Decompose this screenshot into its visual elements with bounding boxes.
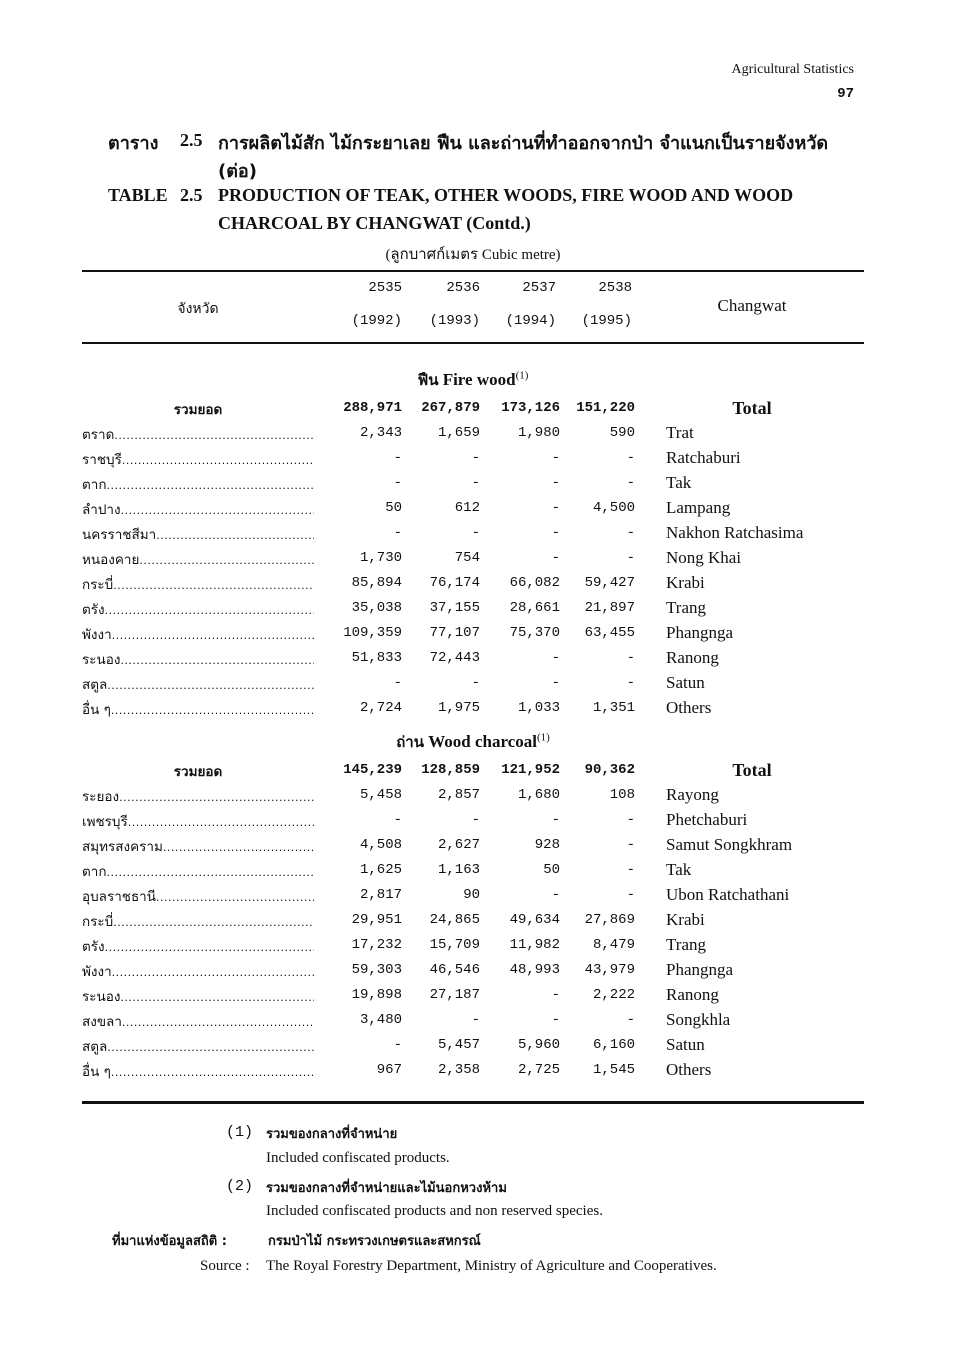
value-cell: - [551,650,560,666]
value-cell: - [551,987,560,1003]
value-cell: - [626,550,635,566]
table-row [82,935,864,960]
changwat-en: Rayong [666,785,719,804]
changwat-en: Satun [666,673,705,692]
value-cell: - [626,650,635,666]
changwat-thai: ระยอง ..... [82,785,314,807]
changwat-thai: หนองคาย ..... [82,548,314,570]
publication-name: Agricultural Statistics [731,62,854,77]
value-cell: 928 [534,837,560,853]
changwat-thai: ราชบุรี ..... [82,448,314,470]
value-cell: - [471,812,480,828]
header-year-ce: (1995) [581,313,632,329]
value-cell: 4,508 [359,837,402,853]
source-en-text: The Royal Forestry Department, Ministry of Agriculture and Cooperatives. [266,1258,717,1274]
changwat-en: Phetchaburi [666,810,748,829]
value-cell: 2,222 [592,987,635,1003]
value-cell: 267,879 [421,400,480,416]
table-row [82,623,864,648]
value-cell: 173,126 [501,400,560,416]
value-cell: 1,680 [517,787,560,803]
value-cell: 3,480 [359,1012,402,1028]
value-cell: 5,457 [437,1037,480,1053]
value-cell: 612 [454,500,480,516]
value-cell: - [626,837,635,853]
value-cell: - [393,475,402,491]
value-cell: 50 [543,862,560,878]
source-thai-label: ที่มาแห่งข้อมูลสถิติ : [112,1234,227,1249]
value-cell: 121,952 [501,762,560,778]
value-cell: 1,975 [437,700,480,716]
value-cell: - [626,887,635,903]
value-cell: - [626,450,635,466]
value-cell: 2,627 [437,837,480,853]
changwat-thai: ระนอง ..... [82,648,314,670]
table-row [82,698,864,723]
section-title-en: Wood charcoal [428,732,537,751]
value-cell: - [626,862,635,878]
section-title [82,368,864,392]
thai-title-label: ตาราง [108,133,159,154]
value-cell: 51,833 [351,650,402,666]
table-row [82,648,864,673]
footnote-en: Included confiscated products. [266,1150,450,1166]
value-cell: 63,455 [584,625,635,641]
changwat-en: Phangnga [666,623,734,642]
header-year-ce: (1994) [505,313,556,329]
value-cell: - [393,675,402,691]
footnote-thai: รวมของกลางที่จำหน่าย [266,1127,398,1142]
value-cell: 590 [609,425,635,441]
changwat-en: Tak [666,473,692,492]
value-cell: - [626,525,635,541]
value-cell: 76,174 [429,575,480,591]
value-cell: 2,343 [359,425,402,441]
header-year-be: 2537 [522,280,556,296]
value-cell: 1,980 [517,425,560,441]
table-row [82,673,864,698]
value-cell: 128,859 [421,762,480,778]
changwat-thai: ลำปาง ..... [82,498,314,520]
value-cell: 109,359 [343,625,402,641]
table-row [82,423,864,448]
unit-label: (ลูกบาศก์เมตร Cubic metre) [385,247,561,263]
value-cell: - [551,500,560,516]
changwat-en: Ratchaburi [666,448,741,467]
table-row [82,473,864,498]
changwat-en: Lampang [666,498,731,517]
value-cell: - [551,475,560,491]
value-cell: - [471,475,480,491]
changwat-thai: ตรัง ..... [82,598,314,620]
value-cell: 2,725 [517,1062,560,1078]
changwat-thai: นครราชสีมา ..... [82,523,314,545]
table-row [82,810,864,835]
value-cell: 90 [463,887,480,903]
table-row [82,573,864,598]
value-cell: - [626,1012,635,1028]
changwat-thai: อุบลราชธานี ..... [82,885,314,907]
header-year-be: 2538 [598,280,632,296]
section-title-en: Fire wood [442,370,516,389]
changwat-en: Ubon Ratchathani [666,885,790,904]
value-cell: - [551,1012,560,1028]
footnote-thai: รวมของกลางที่จำหน่ายและไม้นอกหวงห้าม [266,1181,507,1196]
value-cell: - [393,450,402,466]
header-en-changwat: Changwat [717,296,787,315]
header-thai-changwat: จังหวัด [177,301,219,317]
en-title-label: TABLE [108,185,168,205]
value-cell: 48,993 [509,962,560,978]
changwat-thai: สงขลา ..... [82,1010,314,1032]
value-cell: 2,724 [359,700,402,716]
value-cell: 49,634 [509,912,560,928]
changwat-en: Ranong [666,648,719,667]
value-cell: - [393,812,402,828]
changwat-en: Others [666,1060,712,1079]
changwat-en: Samut Songkhram [666,835,793,854]
section-note-marker: (1) [536,731,550,744]
changwat-en: Trang [666,935,706,954]
table-row [82,785,864,810]
header-year-ce: (1993) [429,313,480,329]
table-row [82,448,864,473]
value-cell: 2,857 [437,787,480,803]
value-cell: 43,979 [584,962,635,978]
changwat-thai: ระนอง ..... [82,985,314,1007]
section-title-thai: ฟืน [417,371,439,389]
table-row [82,1010,864,1035]
changwat-thai: ตราด ..... [82,423,314,445]
source-thai-text: กรมป่าไม้ กระทรวงเกษตรและสหกรณ์ [268,1234,481,1249]
value-cell: 27,869 [584,912,635,928]
value-cell: 1,033 [517,700,560,716]
total-row [82,760,864,785]
changwat-thai: อื่น ๆ ..... [82,1060,314,1082]
table-row [82,1035,864,1060]
value-cell: 29,951 [351,912,402,928]
value-cell: 1,659 [437,425,480,441]
value-cell: 50 [385,500,402,516]
value-cell: - [471,525,480,541]
changwat-en: Satun [666,1035,705,1054]
changwat-thai: พังงา ..... [82,960,314,982]
table-row [82,598,864,623]
value-cell: 1,545 [592,1062,635,1078]
value-cell: - [551,812,560,828]
changwat-thai: สตูล ..... [82,1035,314,1057]
changwat-en: Total [732,760,772,780]
en-title-table-no: 2.5 [180,185,203,205]
section-title-thai: ถ่าน [396,733,424,751]
value-cell: 37,155 [429,600,480,616]
page-number: 97 [837,86,854,102]
changwat-en: Krabi [666,573,705,592]
value-cell: - [551,675,560,691]
changwat-thai: กระบี่ ..... [82,573,314,595]
changwat-thai: พังงา ..... [82,623,314,645]
table-row [82,885,864,910]
changwat-en: Krabi [666,910,705,929]
value-cell: - [471,450,480,466]
value-cell: 5,960 [517,1037,560,1053]
changwat-thai: กระบี่ ..... [82,910,314,932]
value-cell: 72,443 [429,650,480,666]
changwat-en: Phangnga [666,960,734,979]
section-note-marker: (1) [515,369,529,382]
thai-title-table-no: 2.5 [180,130,203,150]
table-row [82,523,864,548]
section-title [82,730,864,754]
changwat-en: Nong Khai [666,548,742,567]
value-cell: 19,898 [351,987,402,1003]
value-cell: 75,370 [509,625,560,641]
header-bottom-rule [82,342,864,344]
value-cell: 17,232 [351,937,402,953]
value-cell: - [626,812,635,828]
table-row [82,1060,864,1085]
value-cell: 11,982 [509,937,560,953]
value-cell: - [626,475,635,491]
changwat-thai: ตรัง ..... [82,935,314,957]
footnote-marker: (1) [226,1124,254,1141]
changwat-en: Trang [666,598,706,617]
changwat-thai: สมุทรสงคราม ..... [82,835,314,857]
value-cell: - [393,1037,402,1053]
value-cell: 85,894 [351,575,402,591]
changwat-thai: รวมยอด [173,402,223,418]
value-cell: 288,971 [343,400,402,416]
table-row [82,910,864,935]
total-row [82,398,864,423]
thai-title-line1: การผลิตไม้สัก ไม้กระยาเลย ฟืน และถ่านที่ทำออกจากป่า จำแนกเป็นรายจังหวัด [218,133,829,154]
value-cell: - [551,525,560,541]
table-top-rule [82,270,864,272]
value-cell: - [551,550,560,566]
table-bottom-rule [82,1101,864,1104]
value-cell: 24,865 [429,912,480,928]
thai-title-line2: (ต่อ) [218,161,257,182]
value-cell: 77,107 [429,625,480,641]
value-cell: - [551,450,560,466]
value-cell: 27,187 [429,987,480,1003]
changwat-en: Others [666,698,712,717]
changwat-en: Total [732,398,772,418]
value-cell: - [471,675,480,691]
value-cell: 754 [454,550,480,566]
source-en-label: Source : [200,1258,250,1274]
value-cell: 4,500 [592,500,635,516]
footnote-en: Included confiscated products and non reserved species. [266,1203,603,1219]
header-year-be: 2536 [446,280,480,296]
value-cell: 59,427 [584,575,635,591]
table-row [82,960,864,985]
value-cell: 5,458 [359,787,402,803]
changwat-thai: รวมยอด [173,764,223,780]
changwat-thai: สตูล ..... [82,673,314,695]
value-cell: 145,239 [343,762,402,778]
value-cell: 21,897 [584,600,635,616]
value-cell: 108 [609,787,635,803]
value-cell: 15,709 [429,937,480,953]
value-cell: 967 [376,1062,402,1078]
value-cell: 46,546 [429,962,480,978]
value-cell: - [626,675,635,691]
changwat-en: Songkhla [666,1010,731,1029]
value-cell: 6,160 [592,1037,635,1053]
value-cell: 151,220 [576,400,635,416]
table-row [82,548,864,573]
changwat-thai: อื่น ๆ ..... [82,698,314,720]
header-year-ce: (1992) [351,313,402,329]
value-cell: 90,362 [584,762,635,778]
changwat-thai: ตาก ..... [82,473,314,495]
footnote-marker: (2) [226,1178,254,1195]
value-cell: - [393,525,402,541]
changwat-en: Ranong [666,985,719,1004]
table-row [82,860,864,885]
en-title-line2: CHARCOAL BY CHANGWAT (Contd.) [218,213,531,233]
value-cell: 1,625 [359,862,402,878]
changwat-en: Nakhon Ratchasima [666,523,804,542]
changwat-thai: เพชรบุรี ..... [82,810,314,832]
header-year-be: 2535 [368,280,402,296]
value-cell: 2,358 [437,1062,480,1078]
table-row [82,498,864,523]
value-cell: - [551,887,560,903]
en-title-line1: PRODUCTION OF TEAK, OTHER WOODS, FIRE WOOD AND WOOD [218,185,794,205]
value-cell: 66,082 [509,575,560,591]
table-row [82,835,864,860]
value-cell: 59,303 [351,962,402,978]
changwat-en: Trat [666,423,694,442]
value-cell: - [471,1012,480,1028]
value-cell: 1,163 [437,862,480,878]
value-cell: 35,038 [351,600,402,616]
changwat-thai: ตาก ..... [82,860,314,882]
value-cell: 2,817 [359,887,402,903]
value-cell: 8,479 [592,937,635,953]
changwat-en: Tak [666,860,692,879]
value-cell: 1,730 [359,550,402,566]
value-cell: 28,661 [509,600,560,616]
table-row [82,985,864,1010]
value-cell: 1,351 [592,700,635,716]
